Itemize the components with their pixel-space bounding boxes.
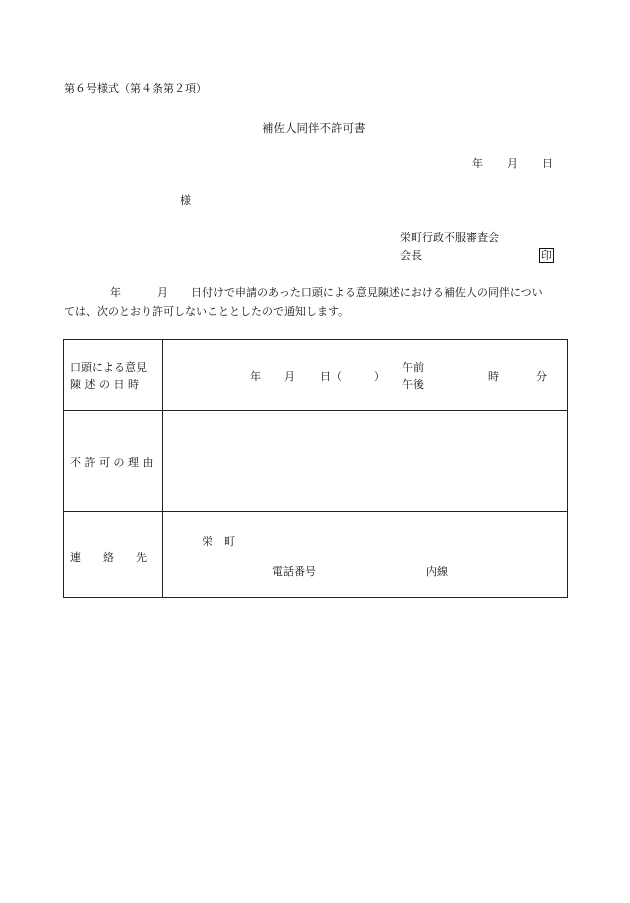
body-date-month: 月	[157, 286, 168, 299]
issuer-organization: 栄町行政不服審査会	[400, 231, 499, 244]
hearing-day: 日（	[320, 370, 342, 383]
body-line-1: 日付けで申請のあった口頭による意見陳述における補佐人の同伴につい	[191, 286, 543, 299]
hearing-year: 年	[250, 370, 261, 383]
date-year-label: 年	[472, 157, 483, 170]
hearing-hour: 時	[488, 370, 499, 383]
denial-reason-label: 不 許 可 の 理 由	[70, 456, 154, 469]
hearing-datetime-label-2: 陳 述 の 日 時	[70, 378, 139, 391]
table-row-divider	[64, 511, 567, 512]
contact-town: 栄 町	[202, 535, 235, 548]
body-date-year: 年	[110, 286, 121, 299]
hearing-minute: 分	[536, 370, 547, 383]
date-day-label: 日	[542, 157, 553, 170]
form-number: 第６号様式（第４条第２項）	[64, 82, 207, 95]
addressee-suffix: 様	[180, 194, 191, 207]
contact-extension-label: 内線	[426, 565, 448, 578]
hearing-month: 月	[284, 370, 295, 383]
date-month-label: 月	[507, 157, 518, 170]
contact-label: 連 絡 先	[70, 551, 147, 564]
hearing-am: 午前	[402, 361, 424, 374]
table-column-divider	[162, 340, 163, 597]
body-line-2: ては、次のとおり許可しないこととしたので通知します。	[64, 305, 350, 318]
contact-phone-label: 電話番号	[272, 565, 316, 578]
issuer-title: 会長	[400, 249, 422, 262]
details-table	[63, 339, 568, 598]
seal-mark: 印	[541, 249, 552, 262]
hearing-datetime-label-1: 口頭による意見	[70, 361, 147, 374]
hearing-pm: 午後	[402, 378, 424, 391]
document-title: 補佐人同伴不許可書	[262, 121, 366, 135]
hearing-paren-close: ）	[374, 370, 385, 383]
table-row-divider	[64, 410, 567, 411]
